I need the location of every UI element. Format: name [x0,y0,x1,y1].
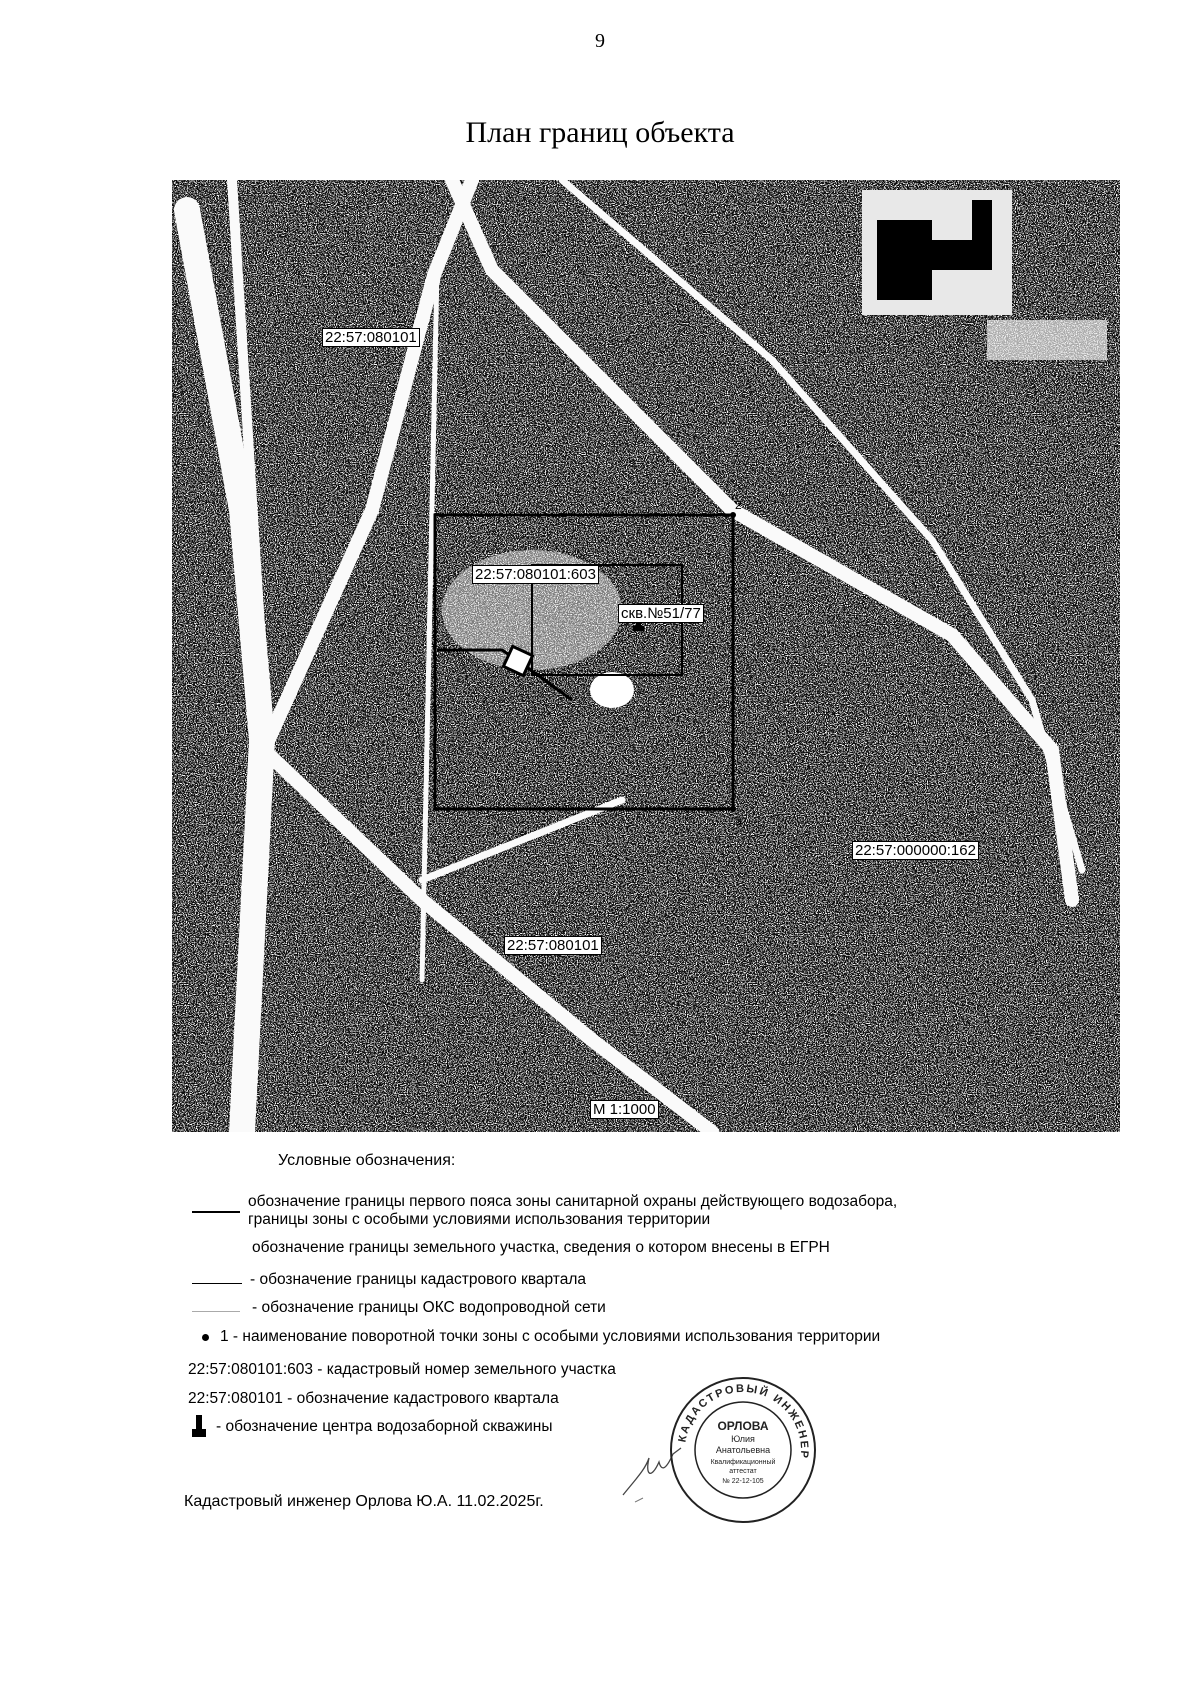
turning-point-3: 3 [735,814,742,828]
scale-label: М 1:1000 [590,1100,659,1119]
quarter-label-top: 22:57:080101 [322,328,420,347]
seal-certificate-number: № 22-12-105 [722,1478,764,1485]
seal-certificate: аттестат [729,1468,757,1475]
legend-text-sanitary-zone-2: границы зоны с особыми условиями использования территории [248,1211,711,1228]
legend-text-parcel-number: 22:57:080101:603 - кадастровый номер земельного участка [188,1361,616,1378]
seal-qualification: Квалификационный [710,1459,776,1466]
legend-text-pipeline: - обозначение границы ОКС водопроводной сети [252,1299,606,1316]
parcel-label: 22:57:080101:603 [472,565,599,584]
legend-text-well-center: - обозначение центра водозаборной скважины [216,1418,553,1435]
legend-line-quarter [192,1283,242,1284]
large-parcel-label: 22:57:000000:162 [852,841,979,860]
legend-heading: Условные обозначения: [278,1152,456,1169]
legend-text-turning-point: 1 - наименование поворотной точки зоны с особыми условиями использования территории [220,1328,881,1345]
seal-surname: ОРЛОВА [717,1419,769,1433]
legend-text-sanitary-zone-1: обозначение границы первого пояса зоны санитарной охраны действующего водозабора, [248,1193,898,1210]
legend-text-parcel-egrn: обозначение границы земельного участка, сведения о котором внесены в ЕГРН [252,1239,830,1256]
turning-point-2-marker [730,512,736,518]
well-icon [192,1414,206,1438]
legend-text-quarter-number: 22:57:080101 - обозначение кадастрового квартала [188,1390,559,1407]
engineer-seal [668,1375,818,1525]
legend-bullet-point [202,1334,209,1341]
legend-text-quarter: - обозначение границы кадастрового квартала [250,1271,587,1288]
legend-line-sanitary-zone [192,1211,240,1213]
aerial-map [172,180,1120,1132]
clearing-spot [590,672,634,708]
map-drawing [172,180,1120,1132]
seal-patronymic: Анатольевна [715,1445,771,1455]
quarter-label-bottom: 22:57:080101 [504,936,602,955]
seal-name: Юлия [731,1434,755,1444]
plan-title: План границ объекта [465,116,735,149]
page-number: 9 [595,30,605,52]
legend-line-pipeline [192,1311,240,1312]
turning-point-3-marker [730,806,736,812]
well-label: скв.№51/77 [618,604,704,623]
seal-ring-text: КАДАСТРОВЫЙ ИНЖЕНЕР [676,1382,811,1461]
turning-point-2: 2 [735,498,742,512]
engineer-signature-text: Кадастровый инженер Орлова Ю.А. 11.02.2025г. [184,1493,544,1510]
